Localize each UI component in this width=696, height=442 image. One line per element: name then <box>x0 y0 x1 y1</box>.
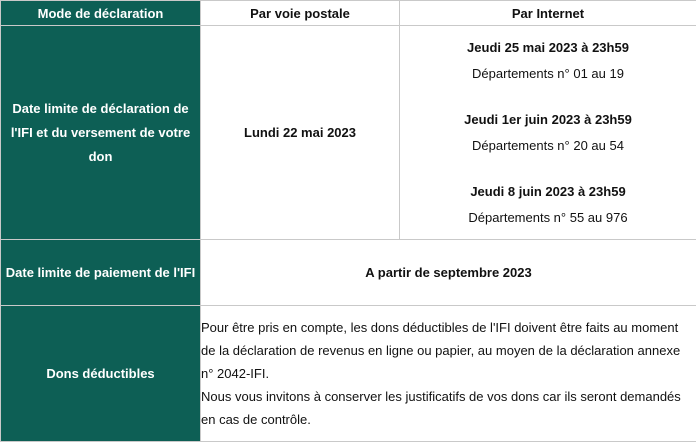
deductible-donations-label: Dons déductibles <box>1 306 201 442</box>
declaration-deadline-label: Date limite de déclaration de l'IFI et du versement de votre don <box>1 26 201 240</box>
donations-paragraph-1: Pour être pris en compte, les dons déductibles de l'IFI doivent être faits au moment de la déclaration de revenus en ligne ou papier, au moyen de la déclaration annexe n° 2042-IFI. <box>201 320 681 381</box>
header-mode-declaration: Mode de déclaration <box>1 1 201 26</box>
postal-deadline-value: Lundi 22 mai 2023 <box>201 26 400 240</box>
internet-deadline-date: Jeudi 25 mai 2023 à 23h59 <box>467 39 629 55</box>
declaration-deadline-row <box>1 26 696 240</box>
internet-deadline-group-1 <box>400 35 696 87</box>
internet-deadline-group-3 <box>400 179 696 231</box>
internet-deadline-departments: Départements n° 01 au 19 <box>472 65 624 81</box>
internet-deadline-group-2 <box>400 107 696 159</box>
internet-deadlines-cell <box>400 26 696 240</box>
donations-paragraph-2: Nous vous invitons à conserver les justificatifs de vos dons car ils seront demandés en cas de contrôle. <box>201 389 681 427</box>
payment-deadline-label: Date limite de paiement de l'IFI <box>1 240 201 306</box>
payment-deadline-value: A partir de septembre 2023 <box>201 240 696 306</box>
internet-deadline-departments: Départements n° 20 au 54 <box>472 137 624 153</box>
deductible-donations-text <box>201 306 696 442</box>
deductible-donations-row <box>1 306 696 442</box>
header-par-internet: Par Internet <box>400 1 696 26</box>
payment-deadline-row <box>1 240 696 306</box>
internet-deadline-date: Jeudi 1er juin 2023 à 23h59 <box>464 111 632 127</box>
header-row <box>1 1 696 26</box>
internet-deadline-departments: Départements n° 55 au 976 <box>468 209 628 225</box>
internet-deadline-date: Jeudi 8 juin 2023 à 23h59 <box>470 183 626 199</box>
header-par-voie-postale: Par voie postale <box>201 1 400 26</box>
